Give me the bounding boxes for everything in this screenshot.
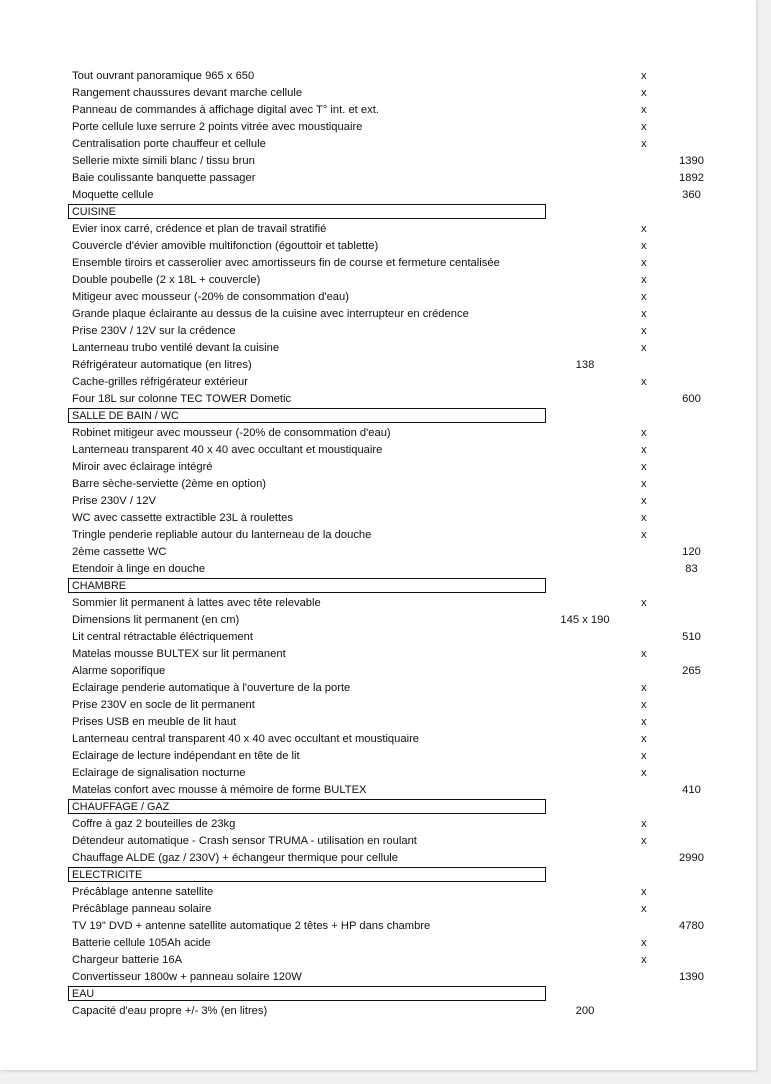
table-row (0, 119, 756, 136)
table-row (0, 731, 756, 748)
section-title: ELECTRICITE (72, 869, 143, 881)
table-row (0, 612, 756, 629)
item-label: Prise 230V / 12V (72, 495, 156, 507)
table-row (0, 646, 756, 663)
section-header-box (68, 986, 546, 1001)
section-header-box (68, 578, 546, 593)
option-price: 510 (682, 631, 701, 643)
section-header (0, 578, 756, 595)
item-label: Matelas mousse BULTEX sur lit permanent (72, 648, 286, 660)
item-label: Grande plaque éclairante au dessus de la cuisine avec interrupteur en crédence (72, 308, 469, 320)
section-title: CHAUFFAGE / GAZ (72, 801, 170, 813)
table-row (0, 969, 756, 986)
standard-mark: x (641, 750, 647, 762)
item-value: 145 x 190 (560, 614, 610, 626)
standard-mark: x (641, 682, 647, 694)
table-row (0, 238, 756, 255)
standard-mark: x (641, 461, 647, 473)
table-row (0, 476, 756, 493)
option-price: 410 (682, 784, 701, 796)
item-label: Dimensions lit permanent (en cm) (72, 614, 240, 626)
item-label: Miroir avec éclairage intégré (72, 461, 213, 473)
item-label: Barre sèche-serviette (2ème en option) (72, 478, 267, 490)
table-row (0, 561, 756, 578)
item-label: Porte cellule luxe serrure 2 points vitrée avec moustiquaire (72, 121, 363, 133)
table-row (0, 442, 756, 459)
standard-mark: x (641, 427, 647, 439)
table-row (0, 272, 756, 289)
standard-mark: x (641, 597, 647, 609)
item-label: Capacité d'eau propre +/- 3% (en litres) (72, 1005, 268, 1017)
standard-mark: x (641, 903, 647, 915)
option-price: 2990 (679, 852, 704, 864)
item-label: Robinet mitigeur avec mousseur (-20% de consommation d'eau) (72, 427, 391, 439)
standard-mark: x (641, 495, 647, 507)
item-label: Eclairage penderie automatique à l'ouverture de la porte (72, 682, 351, 694)
table-row (0, 697, 756, 714)
table-row (0, 357, 756, 374)
standard-mark: x (641, 376, 647, 388)
item-value: 200 (575, 1005, 595, 1017)
standard-mark: x (641, 325, 647, 337)
table-row (0, 493, 756, 510)
table-row (0, 850, 756, 867)
table-row (0, 102, 756, 119)
item-label: Evier inox carré, crédence et plan de travail stratifié (72, 223, 327, 235)
item-label: Lanterneau trubo ventilé devant la cuisine (72, 342, 280, 354)
item-label: Moquette cellule (72, 189, 154, 201)
table-row (0, 765, 756, 782)
section-header (0, 799, 756, 816)
table-row (0, 884, 756, 901)
table-row (0, 170, 756, 187)
table-row (0, 918, 756, 935)
item-label: Lit central rétractable éléctriquement (72, 631, 253, 643)
table-row (0, 459, 756, 476)
item-label: Double poubelle (2 x 18L + couvercle) (72, 274, 261, 286)
option-price: 120 (682, 546, 701, 558)
section-header-box (68, 204, 546, 219)
section-header (0, 408, 756, 425)
table-row (0, 663, 756, 680)
item-label: Chauffage ALDE (gaz / 230V) + échangeur thermique pour cellule (72, 852, 398, 864)
option-price: 4780 (679, 920, 704, 932)
item-label: TV 19" DVD + antenne satellite automatique 2 têtes + HP dans chambre (72, 920, 431, 932)
item-label: Lanterneau transparent 40 x 40 avec occultant et moustiquaire (72, 444, 383, 456)
standard-mark: x (641, 954, 647, 966)
standard-mark: x (641, 274, 647, 286)
table-row (0, 782, 756, 799)
option-price: 360 (682, 189, 701, 201)
item-label: Eclairage de signalisation nocturne (72, 767, 246, 779)
table-row (0, 68, 756, 85)
table-row (0, 544, 756, 561)
standard-mark: x (641, 70, 647, 82)
standard-mark: x (641, 478, 647, 490)
item-label: Précâblage antenne satellite (72, 886, 214, 898)
option-price: 1390 (679, 971, 704, 983)
item-label: Rangement chaussures devant marche cellule (72, 87, 303, 99)
item-label: Réfrigérateur automatique (en litres) (72, 359, 252, 371)
standard-mark: x (641, 529, 647, 541)
item-label: Lanterneau central transparent 40 x 40 avec occultant et moustiquaire (72, 733, 420, 745)
section-header (0, 986, 756, 1003)
standard-mark: x (641, 257, 647, 269)
item-label: Prise 230V / 12V sur la crédence (72, 325, 236, 337)
item-label: Tringle penderie repliable autour du lanterneau de la douche (72, 529, 372, 541)
option-price: 83 (685, 563, 698, 575)
table-row (0, 391, 756, 408)
equipment-table (0, 68, 756, 1020)
table-row (0, 85, 756, 102)
standard-mark: x (641, 138, 647, 150)
table-row (0, 340, 756, 357)
table-row (0, 714, 756, 731)
item-label: Sellerie mixte simili blanc / tissu brun (72, 155, 255, 167)
table-row (0, 595, 756, 612)
item-label: Couvercle d'évier amovible multifonction (égouttoir et tablette) (72, 240, 379, 252)
standard-mark: x (641, 886, 647, 898)
item-label: Batterie cellule 105Ah acide (72, 937, 211, 949)
standard-mark: x (641, 291, 647, 303)
item-label: Sommier lit permanent à lattes avec tête relevable (72, 597, 321, 609)
item-label: Prises USB en meuble de lit haut (72, 716, 237, 728)
item-label: Chargeur batterie 16A (72, 954, 183, 966)
item-label: Alarme soporifique (72, 665, 166, 677)
table-row (0, 510, 756, 527)
table-row (0, 901, 756, 918)
item-label: Ensemble tiroirs et casserolier avec amortisseurs fin de course et fermeture centalisée (72, 257, 500, 269)
item-label: Eclairage de lecture indépendant en tête de lit (72, 750, 300, 762)
standard-mark: x (641, 699, 647, 711)
standard-mark: x (641, 223, 647, 235)
standard-mark: x (641, 818, 647, 830)
section-title: CUISINE (72, 206, 116, 218)
standard-mark: x (641, 342, 647, 354)
item-label: Centralisation porte chauffeur et cellule (72, 138, 266, 150)
section-title: EAU (72, 988, 95, 1000)
item-label: Panneau de commandes à affichage digital avec T° int. et ext. (72, 104, 379, 116)
table-row (0, 952, 756, 969)
table-row (0, 153, 756, 170)
standard-mark: x (641, 648, 647, 660)
standard-mark: x (641, 87, 647, 99)
standard-mark: x (641, 240, 647, 252)
item-label: WC avec cassette extractible 23L à roulettes (72, 512, 293, 524)
item-label: Précâblage panneau solaire (72, 903, 212, 915)
option-price: 265 (682, 665, 701, 677)
item-label: Etendoir à linge en douche (72, 563, 206, 575)
table-row (0, 323, 756, 340)
table-row (0, 136, 756, 153)
standard-mark: x (641, 444, 647, 456)
table-row (0, 629, 756, 646)
standard-mark: x (641, 121, 647, 133)
standard-mark: x (641, 767, 647, 779)
section-header (0, 867, 756, 884)
table-row (0, 816, 756, 833)
item-label: Convertisseur 1800w + panneau solaire 120W (72, 971, 302, 983)
standard-mark: x (641, 733, 647, 745)
item-label: Mitigeur avec mousseur (-20% de consommation d'eau) (72, 291, 349, 303)
standard-mark: x (641, 835, 647, 847)
item-label: Coffre à gaz 2 bouteilles de 23kg (72, 818, 236, 830)
item-label: Prise 230V en socle de lit permanent (72, 699, 255, 711)
table-row (0, 289, 756, 306)
table-row (0, 255, 756, 272)
table-row (0, 187, 756, 204)
table-row (0, 374, 756, 391)
section-header (0, 204, 756, 221)
table-row (0, 527, 756, 544)
table-row (0, 748, 756, 765)
standard-mark: x (641, 104, 647, 116)
item-label: Matelas confort avec mousse à mémoire de forme BULTEX (72, 784, 367, 796)
item-label: 2ème cassette WC (72, 546, 167, 558)
standard-mark: x (641, 937, 647, 949)
item-label: Détendeur automatique - Crash sensor TRUMA - utilisation en roulant (72, 835, 417, 847)
table-row (0, 221, 756, 238)
table-row (0, 935, 756, 952)
section-title: SALLE DE BAIN / WC (72, 410, 179, 422)
table-row (0, 1003, 756, 1020)
standard-mark: x (641, 308, 647, 320)
section-title: CHAMBRE (72, 580, 126, 592)
table-row (0, 833, 756, 850)
standard-mark: x (641, 716, 647, 728)
item-label: Four 18L sur colonne TEC TOWER Dometic (72, 393, 292, 405)
item-label: Tout ouvrant panoramique 965 x 650 (72, 70, 255, 82)
option-price: 600 (682, 393, 701, 405)
table-row (0, 425, 756, 442)
item-label: Cache-grilles réfrigérateur extérieur (72, 376, 248, 388)
option-price: 1390 (679, 155, 704, 167)
item-label: Baie coulissante banquette passager (72, 172, 256, 184)
standard-mark: x (641, 512, 647, 524)
table-row (0, 680, 756, 697)
option-price: 1892 (679, 172, 704, 184)
item-value: 138 (575, 359, 595, 371)
table-row (0, 306, 756, 323)
